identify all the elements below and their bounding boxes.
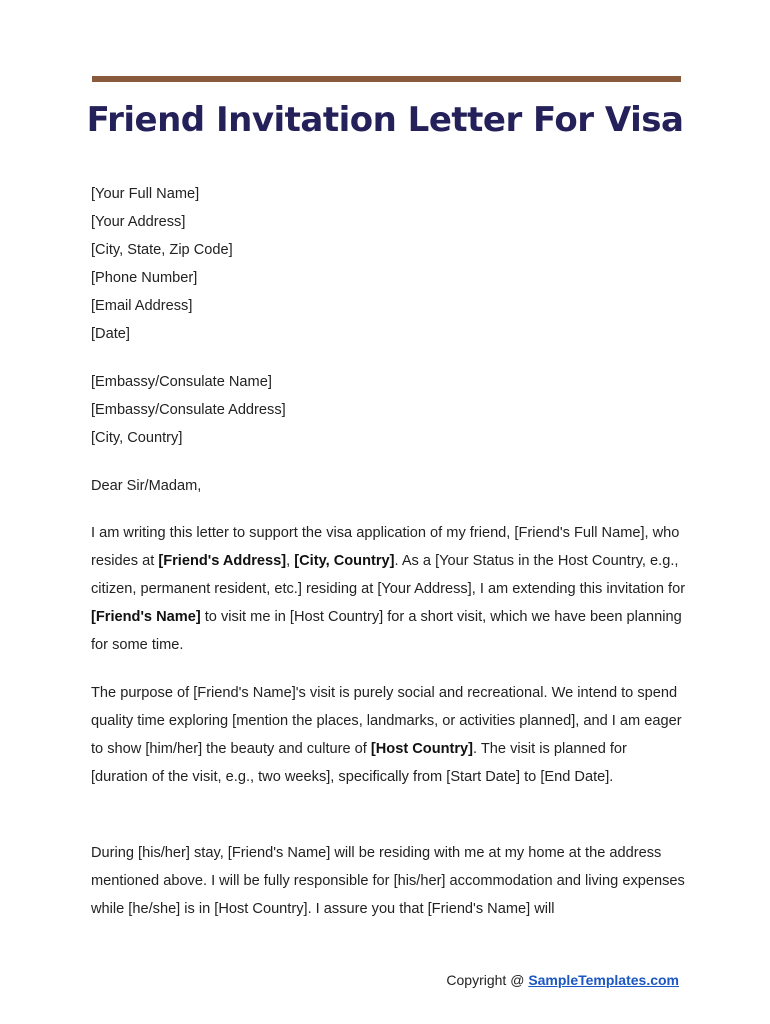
paragraph-text: I am writing this letter to support the visa application of my friend, [Friend's Full Name], who resides at (91, 525, 680, 569)
sender-city: [City, State, Zip Code] (91, 242, 233, 258)
body-paragraph-3: During [his/her] stay, [Friend's Name] will be residing with me at my home at the address mentioned above. I will be fully responsible for [his/her] accommodation and living expenses while [he/she] is in [Host Country]. I assure you that [Friend's Name] will (91, 845, 685, 917)
recipient-city: [City, Country] (91, 430, 183, 446)
salutation: Dear Sir/Madam, (91, 478, 202, 494)
sender-address-block (91, 180, 686, 348)
paragraph-text: The purpose of [Friend's Name]'s visit is purely social and recreational. We intend to spend quality time exploring [mention the places, landmarks, or activities planned], and I am eager to show [him/her] the beauty and culture of (91, 685, 682, 757)
recipient-name: [Embassy/Consulate Name] (91, 374, 272, 390)
top-divider (92, 76, 681, 82)
bold-text: [City, Country] (294, 553, 395, 569)
sender-name: [Your Full Name] (91, 186, 200, 202)
bold-text: [Friend's Name] (91, 609, 201, 625)
recipient-address: [Embassy/Consulate Address] (91, 402, 286, 418)
body-paragraph-2 (91, 679, 686, 791)
bold-text: [Host Country] (370, 741, 474, 757)
sampletemplates-link[interactable]: SampleTemplates.com (528, 972, 679, 988)
paragraph-text: , (286, 553, 295, 569)
body-paragraph-1 (91, 519, 686, 659)
paragraph-text: to visit me in [Host Country] for a short visit, which we have been planning for some time. (91, 609, 682, 653)
copyright-footer (446, 972, 679, 988)
copyright-text: Copyright @ (446, 972, 529, 988)
letter-date: [Date] (91, 326, 130, 342)
document-title: Friend Invitation Letter For Visa (86, 100, 684, 140)
paragraph-text: . As a [Your Status in the Host Country, e.g., citizen, permanent resident, etc.] residing at [Your Address], I am extending this invitation for (91, 553, 686, 597)
sender-email: [Email Address] (91, 298, 193, 314)
sender-phone: [Phone Number] (91, 270, 198, 286)
bold-text: [Friend's Address] (158, 553, 287, 569)
paragraph-text: . The visit is planned for [duration of the visit, e.g., two weeks], specifically from [Start Date] to [End Date]. (91, 741, 627, 785)
sender-address: [Your Address] (91, 214, 186, 230)
recipient-address-block (91, 368, 686, 452)
